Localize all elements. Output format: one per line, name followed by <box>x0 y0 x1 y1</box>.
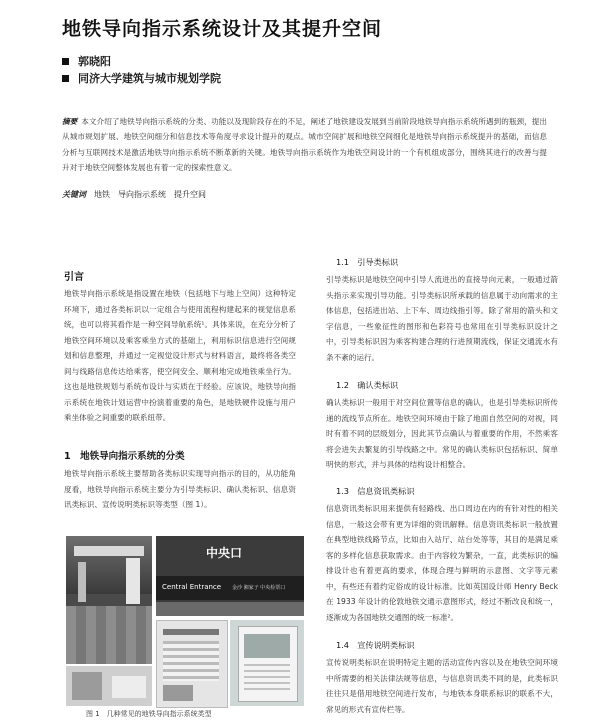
keywords-line <box>62 189 206 200</box>
section-1-3-heading: 1.3 信息资讯类标识 <box>336 486 415 496</box>
sign-chinese-text: 中央口 <box>206 546 243 560</box>
bullet-marker <box>62 58 69 65</box>
abstract-label: 摘要 <box>62 117 78 126</box>
sign-extra-text: 金沙 湘家子 中央检票口 <box>232 585 286 591</box>
bullet-marker <box>62 75 69 82</box>
section-1-heading: 1 地铁导向指示系统的分类 <box>64 451 185 462</box>
figure-photo-floor <box>66 666 152 706</box>
abstract-block <box>62 114 547 176</box>
section-1-3-paragraph: 信息资讯类标识用来提供有轻路线、出口周边在内的有针对性的相关信息，一般这会带有更为详细的资讯解释。信息资讯类标识一般放置在典型地铁线路节点，比如由入站厅、站台处等等，其目的是满足乘客的多样化信息获取需求。由于内容较为繁杂，一直，此类标识的编排设计也有着更高的要求，体现合理与鲜明的示意图、文字等元素中，有些还有着约定俗成的设计标准。比如英国设计师 Henry Beck 在 1933 年设计的伦敦地铁交通示意图形式，经过不断改良和统一，逐渐成为各国地铁交通图的统一标准²。 <box>326 504 558 622</box>
intro-heading: 引言 <box>64 272 84 283</box>
section-1-2-paragraph: 确认类标识一般用于对空间位置等信息的确认，也是引导类标识所传递的流线节点所在。地铁空间环境由于除了地面自然空间的对视，同时有着不同的层级划分，因此其节点确认与着重要的作用，不然乘客将会进失去繁复的引导线路之中。常见的确认类标识包括标识、简单明快的形式，并与具体的结构设计相整合。 <box>326 398 558 469</box>
author-affiliation: 同济大学建筑与城市规划学院 <box>78 72 221 85</box>
author-name: 郭晓阳 <box>78 55 111 68</box>
section-1-1-heading: 1.1 引导类标识 <box>336 257 399 267</box>
figure-photo-station <box>66 536 152 664</box>
keywords-label: 关键词 <box>62 189 86 199</box>
sign-english-text: Central Entrance <box>162 583 222 591</box>
abstract-text: 本文介绍了地铁导向指示系统的分类、功能以及现阶段存在的不足，阐述了地铁建设发展到当前阶段地铁导向指示系统所遇到的瓶颈，提出从城市规划扩展、地铁空间细分和信息技术等角度寻求设计提升的观点。城市空间扩展和地铁空间细化是地铁导向指示系统提升的基础，而信息分析与互联网技术是激活地铁导向指示系统不断革新的关键。地铁导向指示系统作为地铁空间设计的一个有机组成部分，围绕其进行的改善与提升对于地铁空间整体发展也有着一定的探索性意义。 <box>62 117 548 173</box>
figure-photo-poster <box>230 620 304 706</box>
section-1-1-paragraph: 引导类标识是地铁空间中引导人流进出的直接导向元素，一般通过箭头指示来实现引导功能。引导类标识所承载的信息属于动向需求的主体信息，包括进出站、上下车、周边线指引等。除了常用的箭头和文字信息，一些象征性的图形和色彩符号也常用在引导类标识设计之中，引导类标识因为乘客构建合理的行进预期流线，保证交通流水有条不紊的运行。 <box>326 275 558 362</box>
section-1-2-heading: 1.2 确认类标识 <box>336 380 399 390</box>
keywords-text: 地铁 导向指示系统 提升空间 <box>94 190 206 199</box>
figure-caption: 图 1 几种常见的地铁导向指示系统类型 <box>86 710 212 718</box>
section-1-paragraph: 地铁导向指示系统主要帮助各类标识实现导向指示的目的，从功能角度看，地铁导向指示系统主要分为引导类标识、确认类标识、信息资讯类标识、宣传说明类标识等类型（图 1）。 <box>64 469 296 509</box>
intro-paragraph: 地铁导向指示系统是指设置在地铁（包括地下与地上空间）这种特定环境下，通过各类标识以一定组合与使用流程构建起来的视觉信息系统，也可以将其看作是一种空间导航系统¹。具体来说，在充分分析了地铁空间环境以及乘客乘坐方式的基础上，利用标识信息进行空间规划和信息整理，并通过一定视觉设计形式与材料语言，最终将各类空间与线路信息传达给乘客，使空间安全、顺利地完成地铁乘坐行为。这也是地铁规划与系统布设计与实质在于经验。应该说，地铁导向指示系统在地铁计划运营中扮演着重要的角色，是地铁硬件设施与用户乘坐体验之间重要的联系纽带。 <box>64 289 296 422</box>
section-1-4-paragraph: 宣传说明类标识在说明特定主题的活动宣传内容以及在地铁空间环境中所需要的相关法律法规等信息，与信息资讯类不同的是，此类标识往往只是借用地铁空间进行发布，与地铁本身联系标识的联系不大，常见的形式有宣传栏等。 <box>326 658 558 714</box>
figure-1 <box>66 536 304 706</box>
section-1-4-heading: 1.4 宣传说明类标识 <box>336 640 415 650</box>
page-title: 地铁导向指示系统设计及其提升空间 <box>62 18 383 40</box>
figure-photo-board <box>156 620 228 708</box>
figure-photo-entrance-sign <box>156 536 304 616</box>
